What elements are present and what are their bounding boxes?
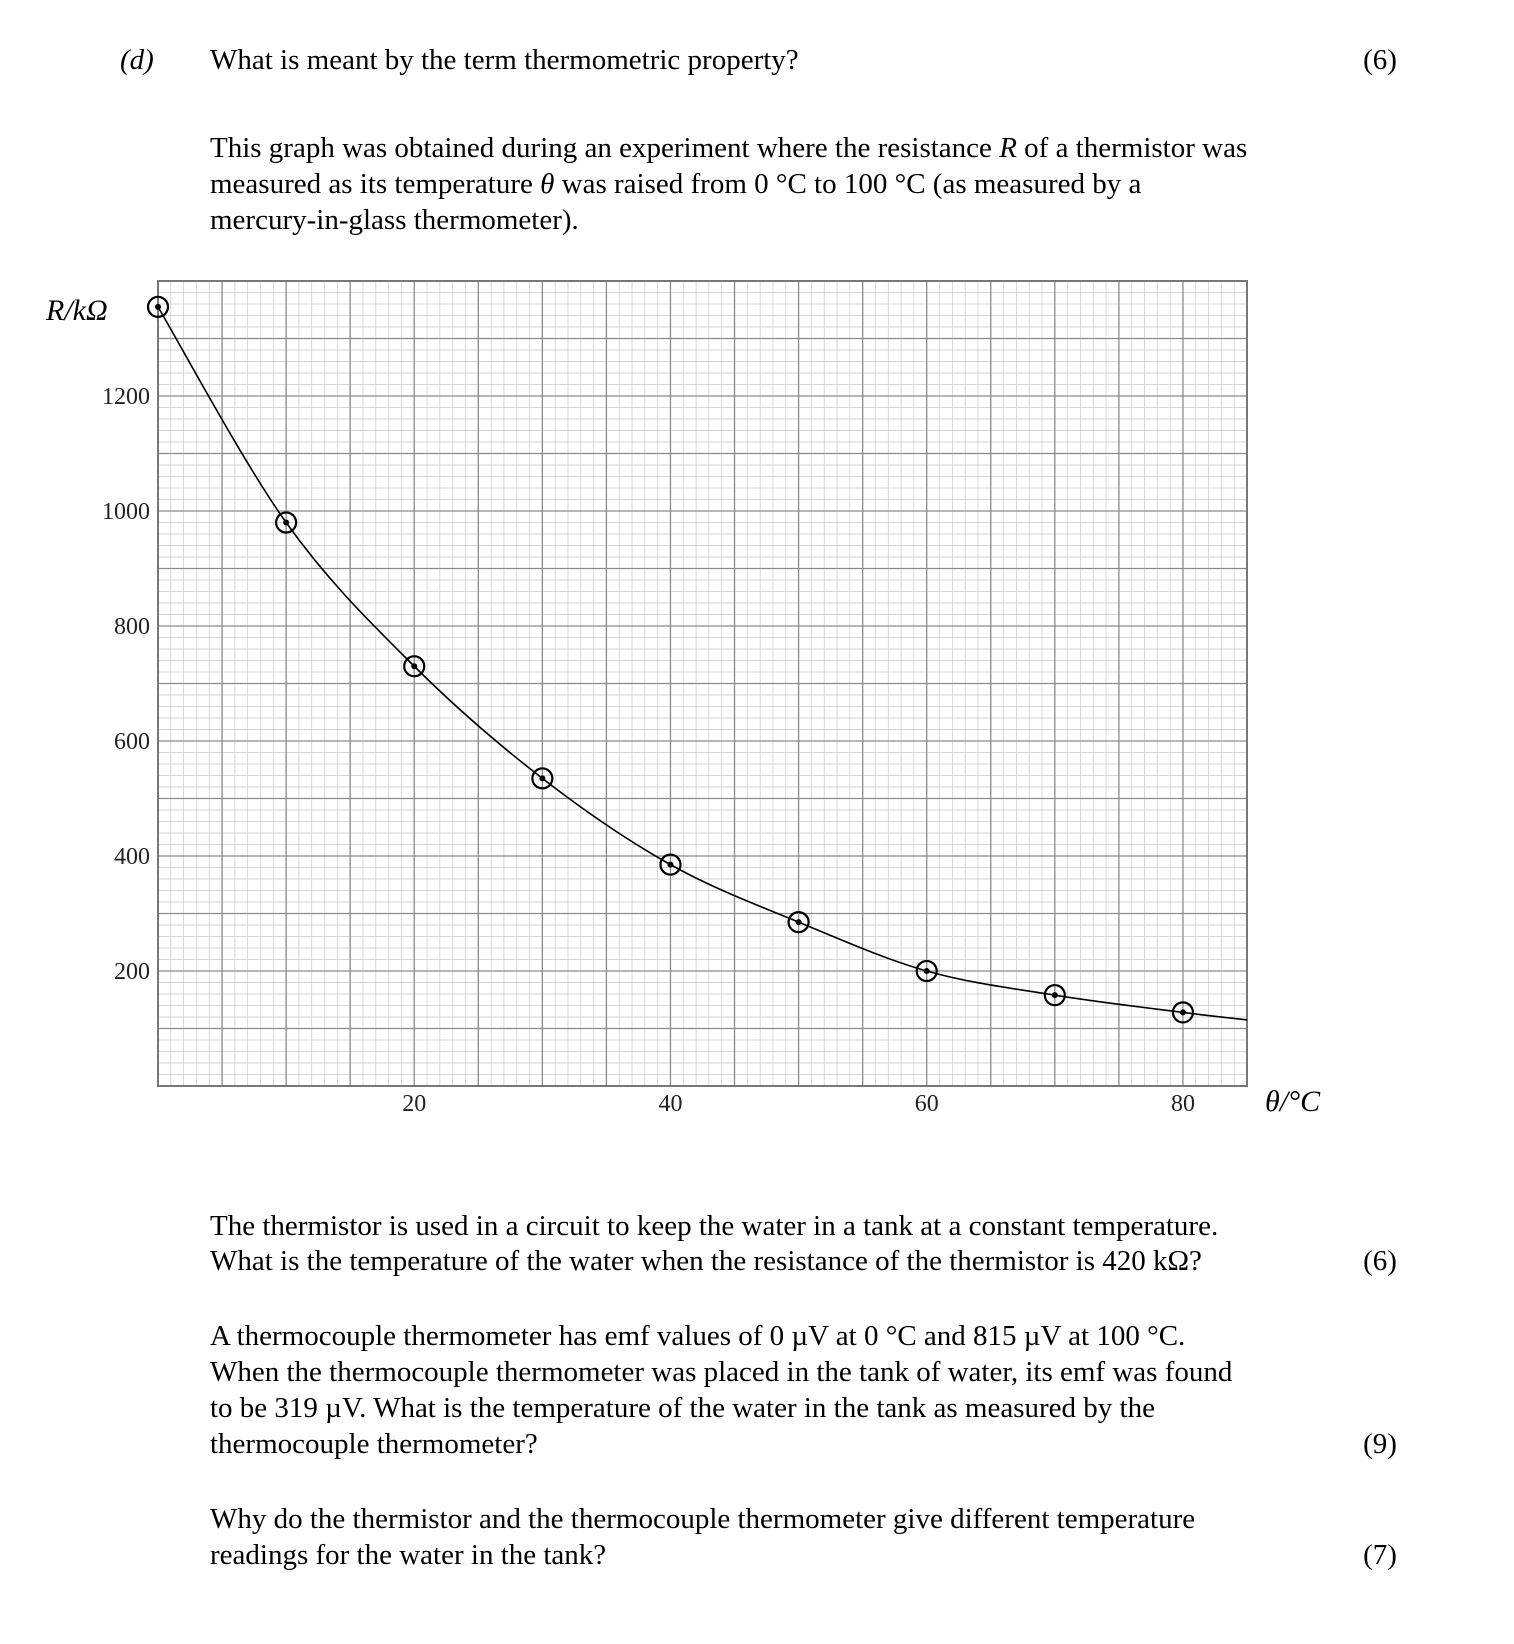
q4-line-2: readings for the water in the tank? [210, 1539, 607, 1571]
y-tick-label: 800 [114, 614, 150, 640]
x-tick-label: 40 [658, 1091, 683, 1117]
intro-text-b: of a thermistor was [1016, 132, 1248, 164]
marks-question-4: (7) [1363, 1539, 1397, 1571]
intro-text-d: was raised from 0 °C to 100 °C (as measured by a [554, 168, 1142, 200]
part-label: (d) [120, 44, 154, 76]
major-grid [158, 281, 1247, 1086]
var-theta: θ [540, 168, 555, 200]
q2-line-1: The thermistor is used in a circuit to keep the water in a tank at a constant temperature. [210, 1210, 1219, 1242]
q3-line-2: When the thermocouple thermometer was placed in the tank of water, its emf was found [210, 1356, 1233, 1388]
data-point-dot [796, 919, 802, 925]
x-tick-label: 80 [1170, 1091, 1195, 1117]
intro-line-3: mercury-in-glass thermometer). [210, 204, 579, 236]
thermistor-graph [0, 270, 1400, 1130]
tick-labels [102, 384, 1195, 1117]
intro-line-1 [210, 130, 1247, 166]
intro-text-a: This graph was obtained during an experiment where the resistance [210, 132, 1000, 164]
y-tick-label: 400 [114, 844, 150, 870]
intro-line-2 [210, 166, 1141, 202]
q3-line-1: A thermocouple thermometer has emf values of 0 µV at 0 °C and 815 µV at 100 °C. [210, 1320, 1186, 1352]
y-axis-label: R/kΩ [46, 294, 108, 327]
intro-text-c: measured as its temperature [210, 168, 541, 200]
marks-question-2: (6) [1363, 1245, 1397, 1277]
q2-line-2: What is the temperature of the water when the resistance of the thermistor is 420 kΩ? [210, 1245, 1202, 1277]
x-tick-label: 20 [402, 1091, 427, 1117]
marks-question-1: (6) [1363, 44, 1397, 76]
y-tick-label: 1000 [102, 499, 150, 525]
q3-line-3: to be 319 µV. What is the temperature of the water in the tank as measured by the [210, 1392, 1155, 1424]
data-point-dot [155, 304, 161, 310]
marks-question-3: (9) [1363, 1428, 1397, 1460]
x-axis-label: θ/°C [1265, 1085, 1321, 1118]
data-point-dot [667, 862, 673, 868]
q4-line-1: Why do the thermistor and the thermocouple thermometer give different temperature [210, 1503, 1196, 1535]
data-point-dot [924, 968, 930, 974]
var-r: R [999, 132, 1017, 164]
data-point-dot [1180, 1009, 1186, 1015]
data-point-dot [411, 663, 417, 669]
data-point-dot [539, 775, 545, 781]
y-tick-label: 1200 [102, 384, 150, 410]
q3-line-4: thermocouple thermometer? [210, 1428, 538, 1460]
y-tick-label: 200 [114, 959, 150, 985]
data-point-dot [283, 520, 289, 526]
data-point-dot [1052, 992, 1058, 998]
x-tick-label: 60 [914, 1091, 939, 1117]
question-thermometric-property: What is meant by the term thermometric property? [210, 44, 799, 76]
y-tick-label: 600 [114, 729, 150, 755]
